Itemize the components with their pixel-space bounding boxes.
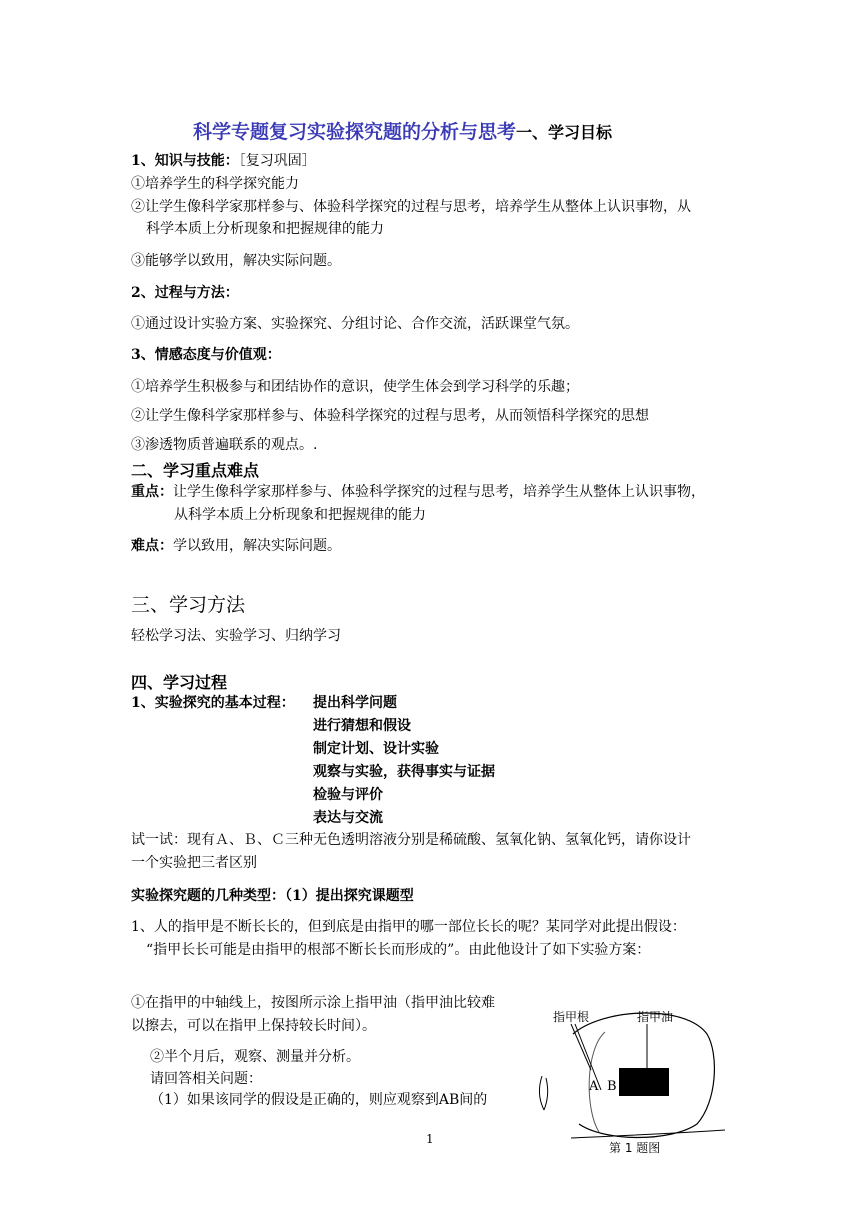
goal-process-heading: 2、过程与方法： bbox=[131, 285, 239, 301]
goal-e3: ③渗透物质普遍联系的观点。. bbox=[131, 437, 318, 453]
fingernail-diagram bbox=[535, 1000, 735, 1160]
page-number: 1 bbox=[426, 1132, 434, 1146]
method-text: 轻松学习法、实验学习、归纳学习 bbox=[131, 628, 341, 644]
step-5: 检验与评价 bbox=[313, 787, 383, 803]
goal-k3: ③能够学以致用，解决实际问题。 bbox=[131, 253, 341, 269]
question-1-line2: “指甲长长可能是由指甲的根部不断长长而形成的”。由此他设计了如下实验方案： bbox=[146, 942, 651, 958]
goal-p1: ①通过设计实验方案、实验探究、分组讨论、合作交流，活跃课堂气氛。 bbox=[131, 316, 579, 332]
key-point-label: 重点： bbox=[131, 484, 173, 500]
heading-note: ［复习巩固］ bbox=[238, 153, 316, 169]
label-point-a: A bbox=[589, 1079, 599, 1094]
step-3: 制定计划、设计实验 bbox=[313, 741, 439, 757]
goal-k1: ①培养学生的科学探究能力 bbox=[131, 176, 299, 192]
goal-e1: ①培养学生积极参与和团结协作的意识，使学生体会到学习科学的乐趣； bbox=[131, 379, 579, 395]
section-3-heading: 三、学习方法 bbox=[131, 594, 246, 616]
basic-process-label: 1、实验探究的基本过程： bbox=[131, 695, 295, 711]
step-2: 进行猜想和假设 bbox=[313, 718, 411, 734]
question-1-line1: 1、人的指甲是不断长长的，但到底是由指甲的哪一部位长长的呢？某同学对此提出假设： bbox=[131, 919, 686, 935]
question-types-heading: 实验探究题的几种类型：（1）提出探究课题型 bbox=[131, 888, 414, 904]
key-point-line1 bbox=[131, 482, 705, 502]
step-a-line2: 以擦去，可以在指甲上保持较长时间）。 bbox=[131, 1018, 376, 1034]
title-main: 科学专题复习实验探究题的分析与思考 bbox=[193, 121, 517, 143]
difficult-point-label: 难点： bbox=[131, 538, 173, 554]
difficult-point bbox=[131, 536, 341, 556]
step-6: 表达与交流 bbox=[313, 810, 383, 826]
figure-caption: 第 1 题图 bbox=[609, 1141, 661, 1155]
root-leader-line-1 bbox=[571, 1024, 591, 1070]
section-2-heading: 二、学习重点难点 bbox=[131, 461, 260, 480]
goal-k2-line2: 科学本质上分析现象和把握规律的能力 bbox=[146, 221, 384, 237]
label-nail-root: 指甲根 bbox=[553, 1010, 590, 1024]
answer-prompt: 请回答相关问题： bbox=[150, 1071, 262, 1087]
difficult-point-text: 学以致用，解决实际问题。 bbox=[173, 538, 341, 554]
finger-side-mark bbox=[540, 1076, 548, 1110]
section-1-heading: 一、学习目标 bbox=[516, 123, 613, 142]
goal-e2: ②让学生像科学家那样参与、体验科学探究的过程与思考，从而领悟科学探究的思想 bbox=[131, 408, 649, 424]
key-point-line2: 从科学本质上分析现象和把握规律的能力 bbox=[174, 507, 426, 523]
key-point-text: 让学生像科学家那样参与、体验科学探究的过程与思考，培养学生从整体上认识事物， bbox=[173, 484, 705, 500]
sub-question-1: （1）如果该同学的假设是正确的，则应观察到AB间的 bbox=[150, 1092, 488, 1108]
goal-emotion-heading: 3、情感态度与价值观： bbox=[131, 347, 281, 363]
nail-polish-mark bbox=[619, 1068, 669, 1096]
goal-knowledge-heading bbox=[131, 151, 316, 171]
heading-text: 1、知识与技能： bbox=[131, 153, 239, 169]
step-1: 提出科学问题 bbox=[313, 695, 397, 711]
try-it-line2: 一个实验把三者区别 bbox=[131, 855, 257, 871]
label-nail-polish: 指甲油 bbox=[637, 1010, 674, 1024]
step-b: ②半个月后，观察、测量并分析。 bbox=[150, 1049, 360, 1065]
goal-k2-line1: ②让学生像科学家那样参与、体验科学探究的过程与思考，培养学生从整体上认识事物，从 bbox=[131, 199, 691, 215]
label-point-b: B bbox=[607, 1079, 617, 1094]
step-a-line1: ①在指甲的中轴线上，按图所示涂上指甲油（指甲油比较难 bbox=[131, 995, 495, 1011]
try-it-line1: 试一试：现有Ａ、Ｂ、Ｃ三种无色透明溶液分别是稀硫酸、氢氧化钠、氢氧化钙，请你设计 bbox=[131, 832, 691, 848]
step-4: 观察与实验，获得事实与证据 bbox=[313, 764, 495, 780]
page-title bbox=[193, 117, 612, 144]
section-4-heading: 四、学习过程 bbox=[131, 673, 228, 692]
